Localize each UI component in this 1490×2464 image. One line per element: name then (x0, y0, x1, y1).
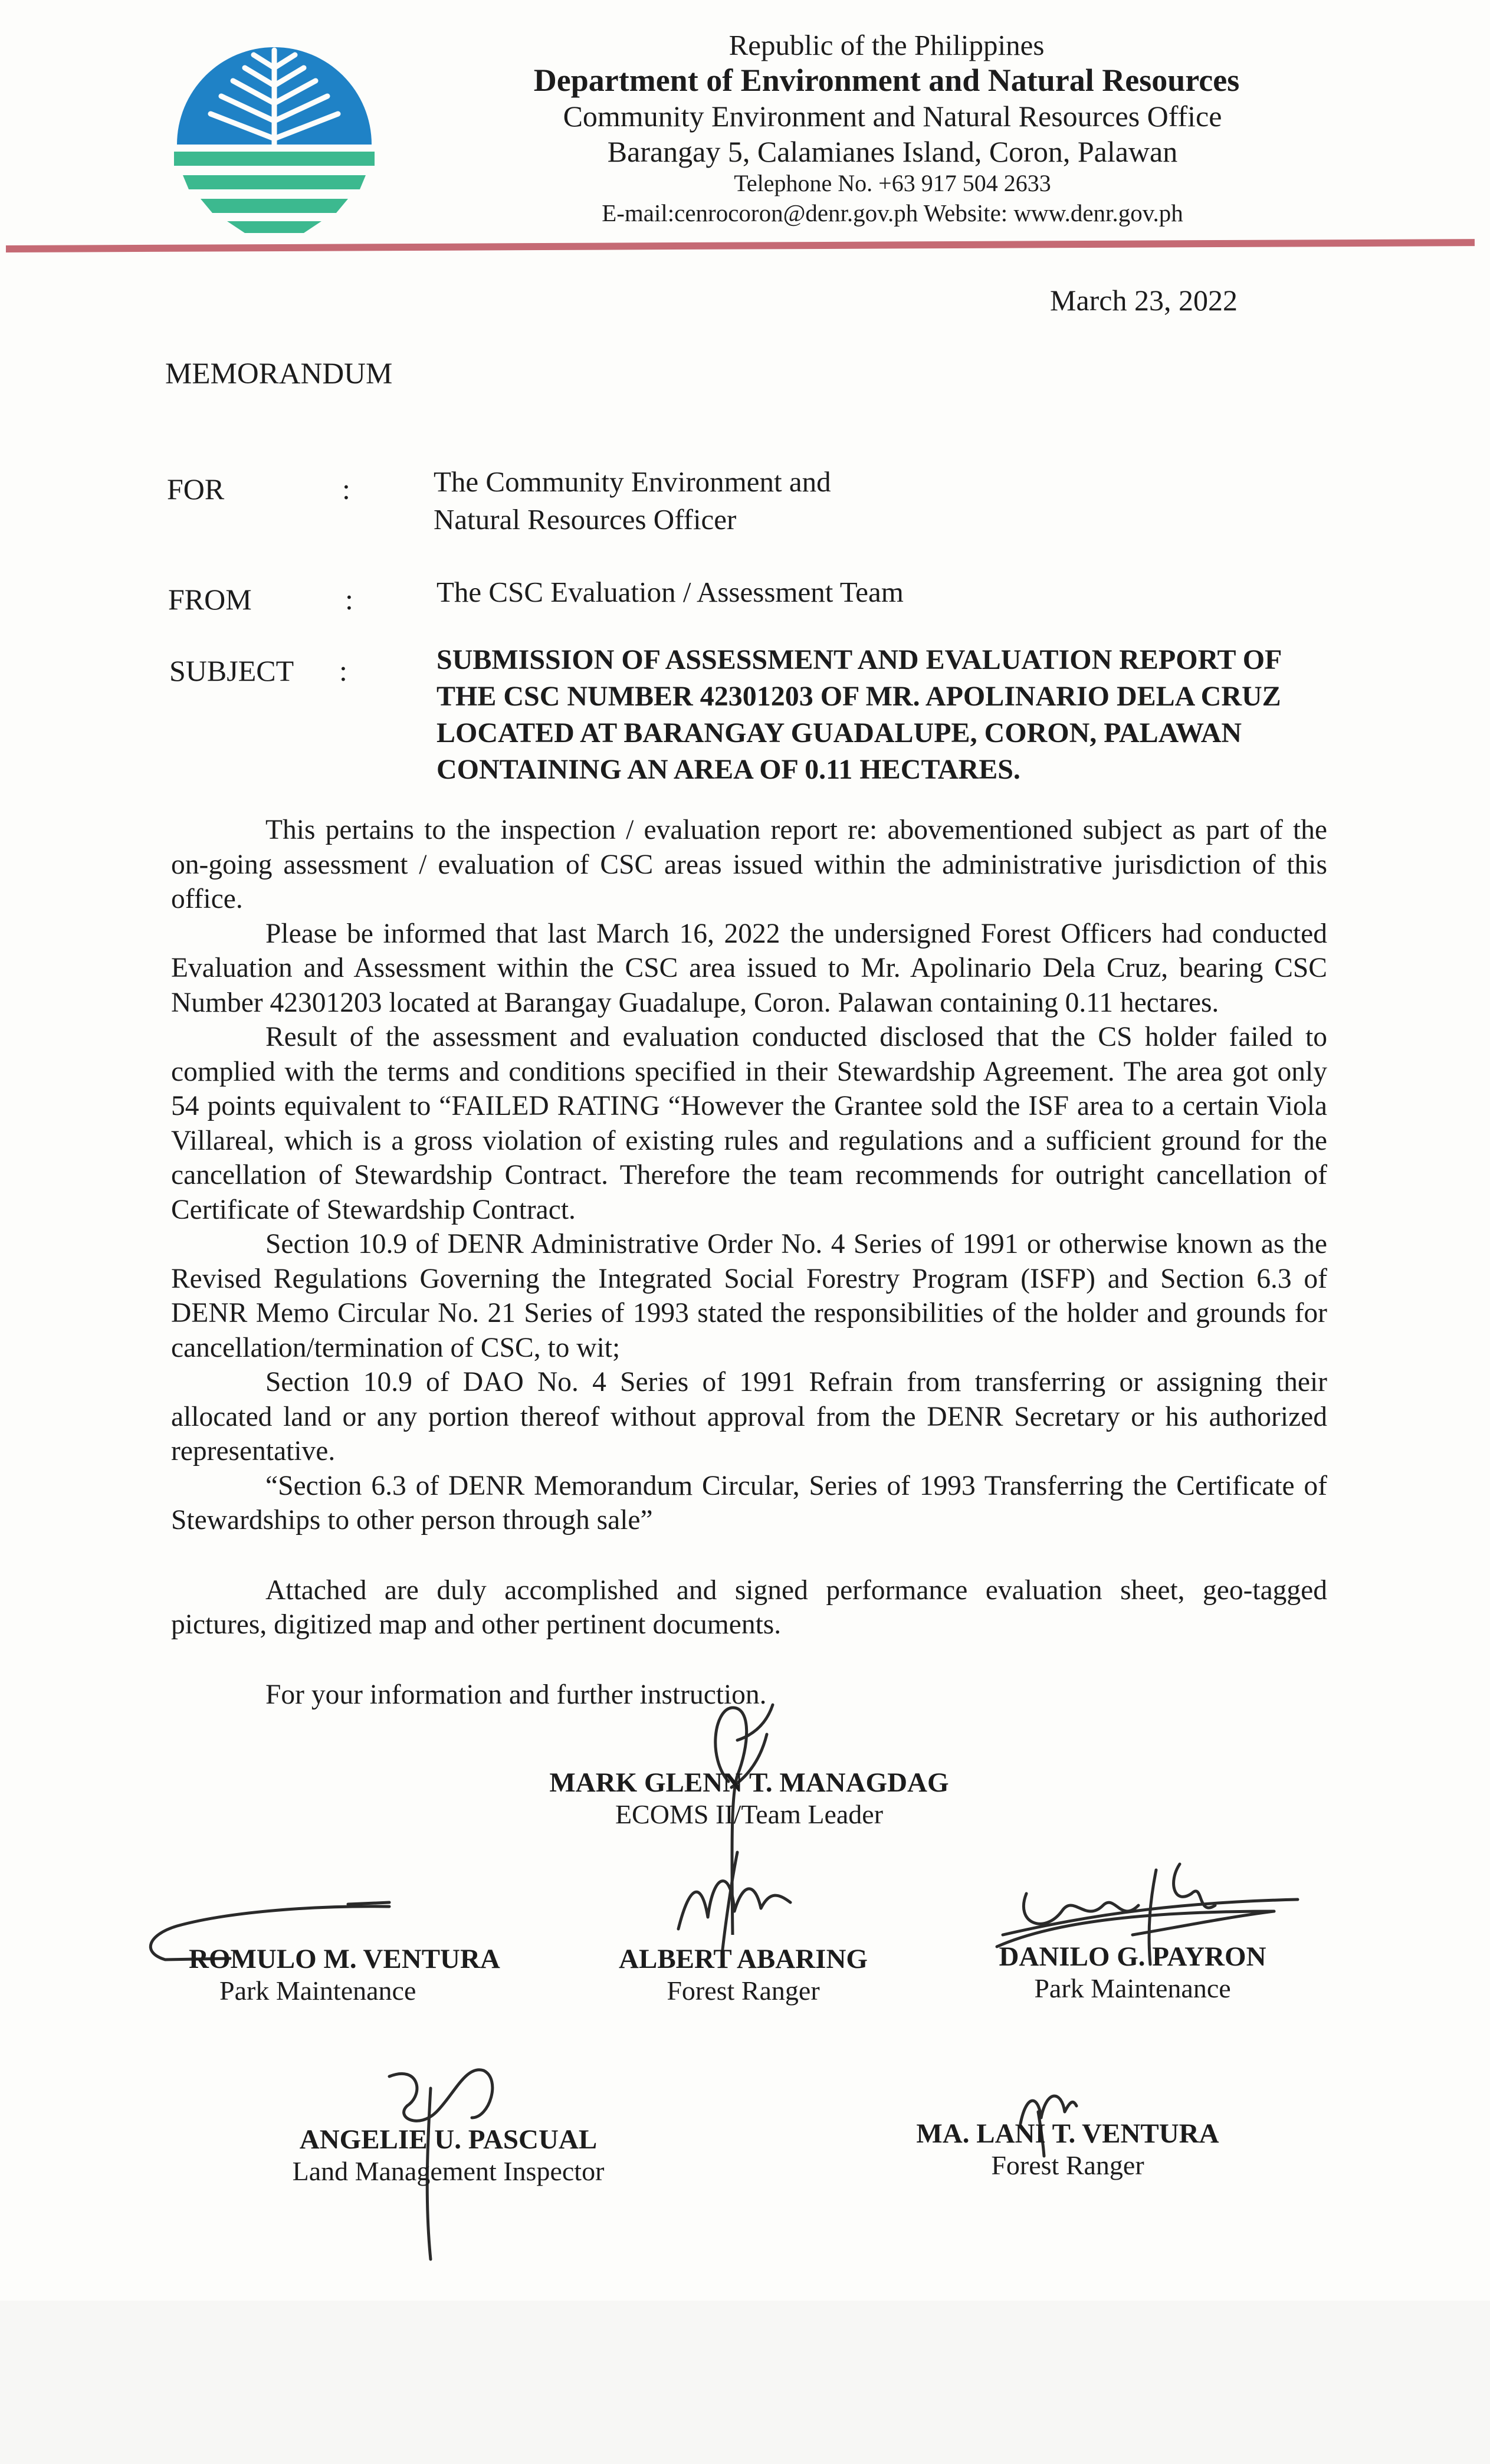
signatory-albert-abaring (590, 1943, 897, 2006)
signatory-name: DANILO G. PAYRON (999, 1941, 1266, 1972)
for-value (434, 463, 831, 539)
subject-colon: : (339, 654, 347, 687)
signatory-name: ALBERT ABARING (619, 1944, 868, 1974)
signatory-name: ANGELIE U. PASCUAL (299, 2124, 598, 2155)
signatory-team-leader (543, 1767, 956, 1830)
page-bottom-shade (0, 2301, 1490, 2464)
body-paragraph: Result of the assessment and evaluation conducted disclosed that the CS holder failed to complied with the terms and conditions specified in their Stewardship Agreement. The area got only 54 points equivalent to “FAILED RATING “However the Grantee sold the ISF area to a certain Viola Villareal, which is a gross violation of existing rules and regulations and a sufficient ground for the cancellation of Stewardship Contract. Therefore the team recommends for outright cancellation of Certificate of Stewardship Contract. (171, 1022, 1327, 1225)
letterhead-department: Department of Environment and Natural Resources (533, 63, 1240, 98)
letterhead-telephone: Telephone No. +63 917 504 2633 (734, 170, 1051, 196)
memo-body (171, 813, 1327, 1712)
for-label: FOR (167, 473, 225, 506)
signatory-danilo-payron (961, 1941, 1304, 2004)
memo-heading: MEMORANDUM (165, 357, 393, 391)
signatory-role: Park Maintenance (219, 1976, 416, 2006)
signatory-name: MARK GLENN T. MANAGDAG (549, 1767, 949, 1798)
memo-date: March 23, 2022 (1050, 284, 1238, 317)
signatory-angelie-pascual (248, 2124, 649, 2187)
from-colon: : (345, 583, 353, 616)
signature-abaring (667, 1846, 802, 1953)
signatory-name: ROMULO M. VENTURA (189, 1944, 500, 1974)
body-paragraph: Attached are duly accomplished and signed performance evaluation sheet, geo-tagged pictures, digitized map and other pertinent documents. (171, 1574, 1327, 1640)
body-paragraph: Section 10.9 of DENR Administrative Order No. 4 Series of 1991 or otherwise known as the Revised Regulations Governing the Integrated Social Forestry Program (ISFP) and Section 6.3 of DENR Memo Circular No. 21 Series of 1993 stated the responsibilities of the holder and grounds for cancellation/termination of CSC, to wit; (171, 1229, 1327, 1363)
signatory-role: Park Maintenance (1034, 1973, 1231, 2003)
signatory-name: MA. LANI T. VENTURA (916, 2118, 1219, 2149)
signatory-role: Land Management Inspector (292, 2156, 605, 2186)
signatory-romulo-ventura (189, 1943, 554, 2006)
body-paragraph: For your information and further instruction. (265, 1679, 767, 1710)
for-line: Natural Resources Officer (434, 503, 737, 536)
body-paragraph: Section 10.9 of DAO No. 4 Series of 1991 Refrain from transferring or assigning their allocated land or any portion thereof without approval from the DENR Secretary or his authorized representative. (171, 1367, 1327, 1466)
letterhead-republic: Republic of the Philippines (728, 29, 1045, 61)
signatory-role: Forest Ranger (667, 1976, 820, 2006)
signatory-lani-ventura (885, 2118, 1251, 2181)
letterhead-contact: E-mail:cenrocoron@denr.gov.ph Website: www.denr.gov.ph (602, 199, 1183, 227)
subject-line: THE CSC NUMBER 42301203 OF MR. APOLINARIO DELA CRUZ (437, 681, 1281, 712)
subject-line: CONTAINING AN AREA OF 0.11 HECTARES. (437, 754, 1020, 785)
letterhead-address: Barangay 5, Calamianes Island, Coron, Palawan (607, 135, 1178, 168)
for-colon: : (342, 473, 350, 506)
for-line: The Community Environment and (434, 465, 831, 498)
subject-text (437, 642, 1333, 788)
header-divider (6, 239, 1475, 252)
subject-line: SUBMISSION OF ASSESSMENT AND EVALUATION REPORT OF (437, 644, 1282, 675)
from-value: The CSC Evaluation / Assessment Team (437, 576, 904, 608)
from-label: FROM (168, 583, 252, 616)
letterhead-office: Community Environment and Natural Resources Office (563, 100, 1222, 133)
subject-label: SUBJECT (169, 654, 294, 687)
body-paragraph: This pertains to the inspection / evaluation report re: abovementioned subject as part of the on-going assessment / evaluation of CSC areas issued within the administrative jurisdiction of this office. (171, 815, 1327, 914)
body-paragraph: Please be informed that last March 16, 2022 the undersigned Forest Officers had conducted Evaluation and Assessment within the CSC area issued to Mr. Apolinario Dela Cruz, bearing CSC Number 42301203 located at Barangay Guadalupe, Coron. Palawan containing 0.11 hectares. (171, 918, 1327, 1018)
subject-line: LOCATED AT BARANGAY GUADALUPE, CORON, PALAWAN (437, 717, 1242, 749)
signatory-role: ECOMS II/Team Leader (615, 1799, 884, 1829)
signatory-role: Forest Ranger (991, 2150, 1144, 2180)
body-paragraph: “Section 6.3 of DENR Memorandum Circular, Series of 1993 Transferring the Certificate of Stewardships to other person through sale” (171, 1470, 1327, 1536)
